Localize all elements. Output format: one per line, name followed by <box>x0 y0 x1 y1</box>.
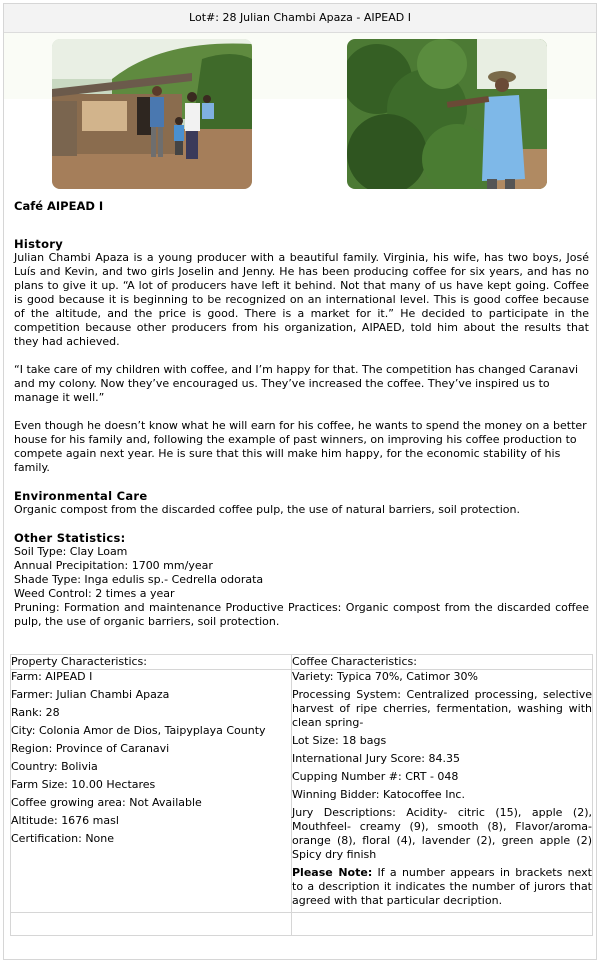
history-paragraph-1: Julian Chambi Apaza is a young producer with a beautiful family. Virginia, his wife, has two boys, José Luís and Kevin, and two girls Joselin and Jenny. He has been producing coffee for six years, and has no plans to give it up. “A lot of producers have left it behind. Not that many of us have kept going. Coffee is good because it is beginning to be recognized on an international level. This is good coffee because of the altitude, and the price is good. There is a market for it.” He decided to participate in the competition because other producers from his organization, AIPAED, told him about the results that they had achieved. <box>14 251 589 348</box>
history-paragraph-2: “I take care of my children with coffee, and I’m happy for that. The competition has changed Caranavi and my colony. Now they’ve encouraged us. They’ve increased the coffee. They’ve inspired us to manage it well.” <box>14 363 579 404</box>
family-photo <box>52 39 252 189</box>
characteristics-table <box>10 654 593 936</box>
property-certification: Certification: None <box>11 832 115 845</box>
coffee-lot-size: Lot Size: 18 bags <box>292 734 387 747</box>
note-label: Please Note: <box>292 866 373 879</box>
property-farmer: Farmer: Julian Chambi Apaza <box>11 688 170 701</box>
stat-weed-control: Weed Control: 2 times a year <box>14 587 175 600</box>
history-paragraph-3: Even though he doesn’t know what he will earn for his coffee, he wants to spend the money on a better house for his family and, following the example of past winners, on improving his coffee production to compete again next year. He is sure that this will make him happy, for the economic stability of his family. <box>14 419 587 474</box>
coffee-variety: Variety: Typica 70%, Catimor 30% <box>292 670 478 683</box>
characteristics-footer-row <box>11 913 593 936</box>
stat-soil-type: Soil Type: Clay Loam <box>14 545 128 558</box>
property-farm-size: Farm Size: 10.00 Hectares <box>11 778 156 791</box>
coffee-cupping-number: Cupping Number #: CRT - 048 <box>292 770 459 783</box>
characteristics-body-row <box>11 670 593 913</box>
coffee-jury-score: International Jury Score: 84.35 <box>292 752 460 765</box>
property-farm: Farm: AIPEAD I <box>11 670 93 683</box>
property-heading: Property Characteristics: <box>11 655 292 670</box>
stat-pruning: Pruning: Formation and maintenance Productive Practices: Organic compost from the discarded coffee pulp, the use of organic barriers, soil protection. <box>14 601 589 628</box>
note-text: If a number appears in brackets next to a description it indicates the number of jurors that agreed with that particular decription. <box>292 866 592 907</box>
coffee-note <box>292 866 592 908</box>
coffee-characteristics <box>292 670 593 913</box>
property-city: City: Colonia Amor de Dios, Taipyplaya County <box>11 724 266 737</box>
property-altitude: Altitude: 1676 masl <box>11 814 119 827</box>
lot-description <box>14 199 589 629</box>
coffee-heading: Coffee Characteristics: <box>292 655 593 670</box>
history-heading: History <box>14 237 64 251</box>
property-country: Country: Bolivia <box>11 760 98 773</box>
characteristics-header-row <box>11 655 593 670</box>
photo-row <box>4 39 596 194</box>
farmer-photo <box>347 39 547 189</box>
page-title: Lot#: 28 Julian Chambi Apaza - AIPEAD I <box>4 4 596 33</box>
property-growing-area: Coffee growing area: Not Available <box>11 796 202 809</box>
stat-precipitation: Annual Precipitation: 1700 mm/year <box>14 559 213 572</box>
coffee-winning-bidder: Winning Bidder: Katocoffee Inc. <box>292 788 465 801</box>
environmental-heading: Environmental Care <box>14 489 148 503</box>
property-rank: Rank: 28 <box>11 706 60 719</box>
stat-shade-type: Shade Type: Inga edulis sp.- Cedrella odorata <box>14 573 264 586</box>
property-footer-cell <box>11 913 292 936</box>
coffee-processing: Processing System: Centralized processing, selective harvest of ripe cherries, fermentation, washing with clean spring- <box>292 688 592 729</box>
property-characteristics <box>11 670 292 913</box>
other-stats-heading: Other Statistics: <box>14 531 126 545</box>
environmental-text: Organic compost from the discarded coffee pulp, the use of natural barriers, soil protection. <box>14 503 520 516</box>
page-frame <box>3 3 597 960</box>
coffee-jury-descriptions: Jury Descriptions: Acidity- citric (15), apple (2), Mouthfeel- creamy (9), smooth (8), Flavor/aroma-orange (8), floral (4), lavender (2), green apple (2) Spicy dry finish <box>292 806 592 861</box>
coffee-footer-cell <box>292 913 593 936</box>
farm-name: Café AIPEAD I <box>14 199 104 213</box>
property-region: Region: Province of Caranavi <box>11 742 170 755</box>
